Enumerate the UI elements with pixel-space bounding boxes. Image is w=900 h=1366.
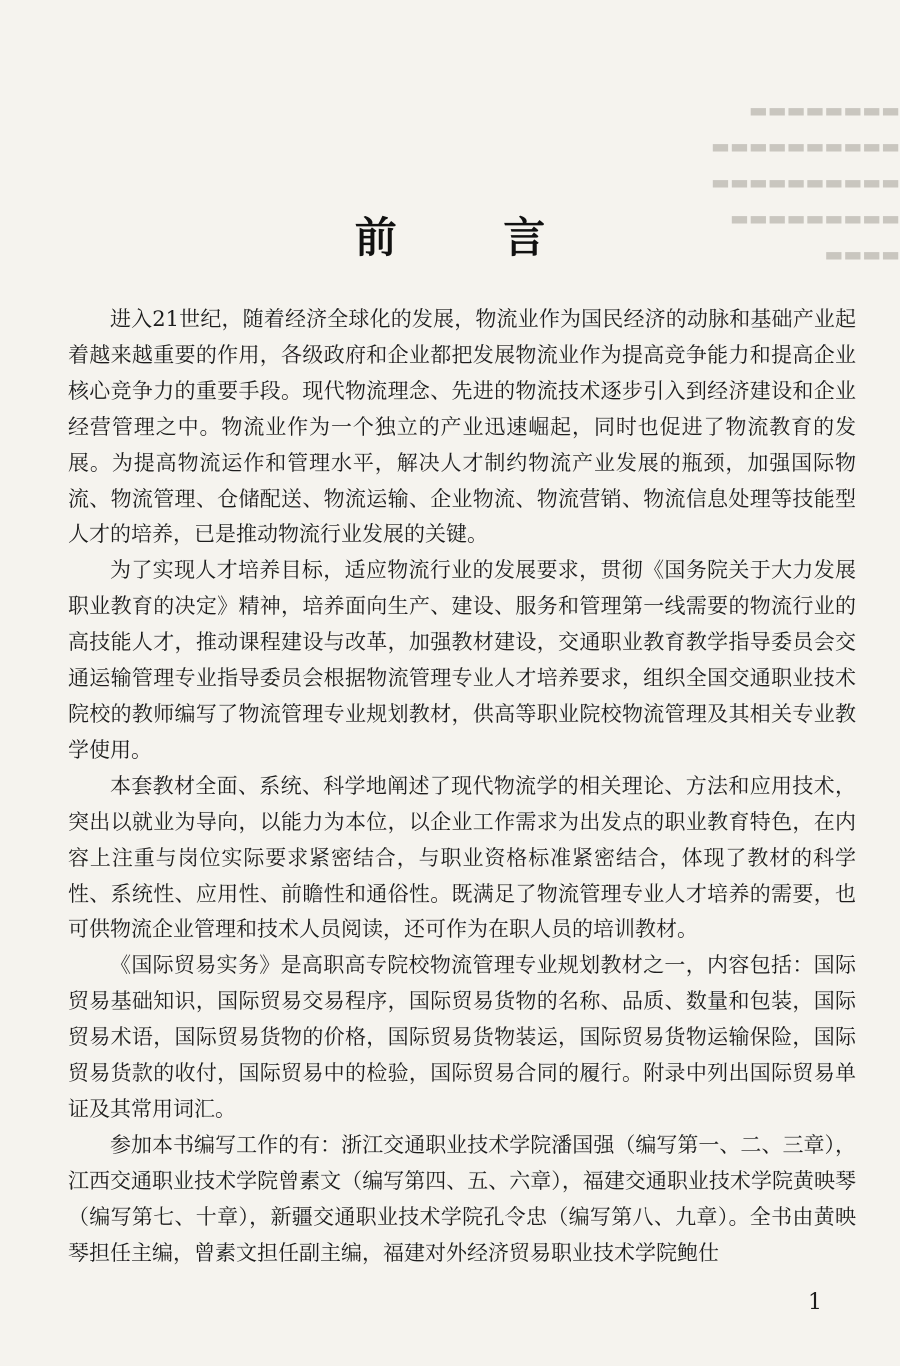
paragraph: 为了实现人才培养目标，适应物流行业的发展要求，贯彻《国务院关于大力发展职业教育的决定》精神，培养面向生产、建设、服务和管理第一线需要的物流行业的高技能人才，推动课程建设与改革，加强教材建设，交通职业教育教学指导委员会交通运输管理专业指导委员会根据物流管理专业人才培养要求，组织全国交通职业技术院校的教师编写了物流管理专业规划教材，供高等职业院校物流管理及其相关专业教学使用。 bbox=[68, 558, 856, 762]
body-text bbox=[68, 302, 856, 1271]
paragraph: 参加本书编写工作的有：浙江交通职业技术学院潘国强（编写第一、二、三章），江西交通职业技术学院曾素文（编写第四、五、六章），福建交通职业技术学院黄映琴（编写第七、十章），新疆交通职业技术学院孔令忠（编写第八、九章）。全书由黄映琴担任主编，曾素文担任副主编，福建对外经济贸易职业技术学院鲍仕 bbox=[68, 1132, 856, 1265]
bleed-through-decoration: ▬▬▬▬▬▬▬▬ ▬▬▬▬▬▬▬▬▬▬ ▬▬▬▬▬▬▬▬▬▬ ▬▬▬▬▬▬▬▬▬ ▬▬▬▬ bbox=[711, 98, 900, 266]
paragraph: 《国际贸易实务》是高职高专院校物流管理专业规划教材之一，内容包括：国际贸易基础知识，国际贸易交易程序，国际贸易货物的名称、品质、数量和包装，国际贸易术语，国际贸易货物的价格，国际贸易货物装运，国际贸易货物运输保险，国际贸易货款的收付，国际贸易中的检验，国际贸易合同的履行。附录中列出国际贸易单证及其常用词汇。 bbox=[68, 953, 856, 1121]
paragraph: 本套教材全面、系统、科学地阐述了现代物流学的相关理论、方法和应用技术，突出以就业为导向，以能力为本位，以企业工作需求为出发点的职业教育特色，在内容上注重与岗位实际要求紧密结合，与职业资格标准紧密结合，体现了教材的科学性、系统性、应用性、前瞻性和通俗性。既满足了物流管理专业人才培养的需要，也可供物流企业管理和技术人员阅读，还可作为在职人员的培训教材。 bbox=[68, 773, 856, 942]
page-title: 前 言 bbox=[354, 213, 592, 262]
paragraph: 进入21世纪，随着经济全球化的发展，物流业作为国民经济的动脉和基础产业起着越来越重要的作用，各级政府和企业都把发展物流业作为提高竞争能力和提高企业核心竞争力的重要手段。现代物流理念、先进的物流技术逐步引入到经济建设和企业经营管理之中。物流业作为一个独立的产业迅速崛起，同时也促进了物流教育的发展。为提高物流运作和管理水平，解决人才制约物流产业发展的瓶颈，加强国际物流、物流管理、仓储配送、物流运输、企业物流、物流营销、物流信息处理等技能型人才的培养，已是推动物流行业发展的关键。 bbox=[68, 307, 856, 547]
page-number: 1 bbox=[808, 1290, 822, 1315]
